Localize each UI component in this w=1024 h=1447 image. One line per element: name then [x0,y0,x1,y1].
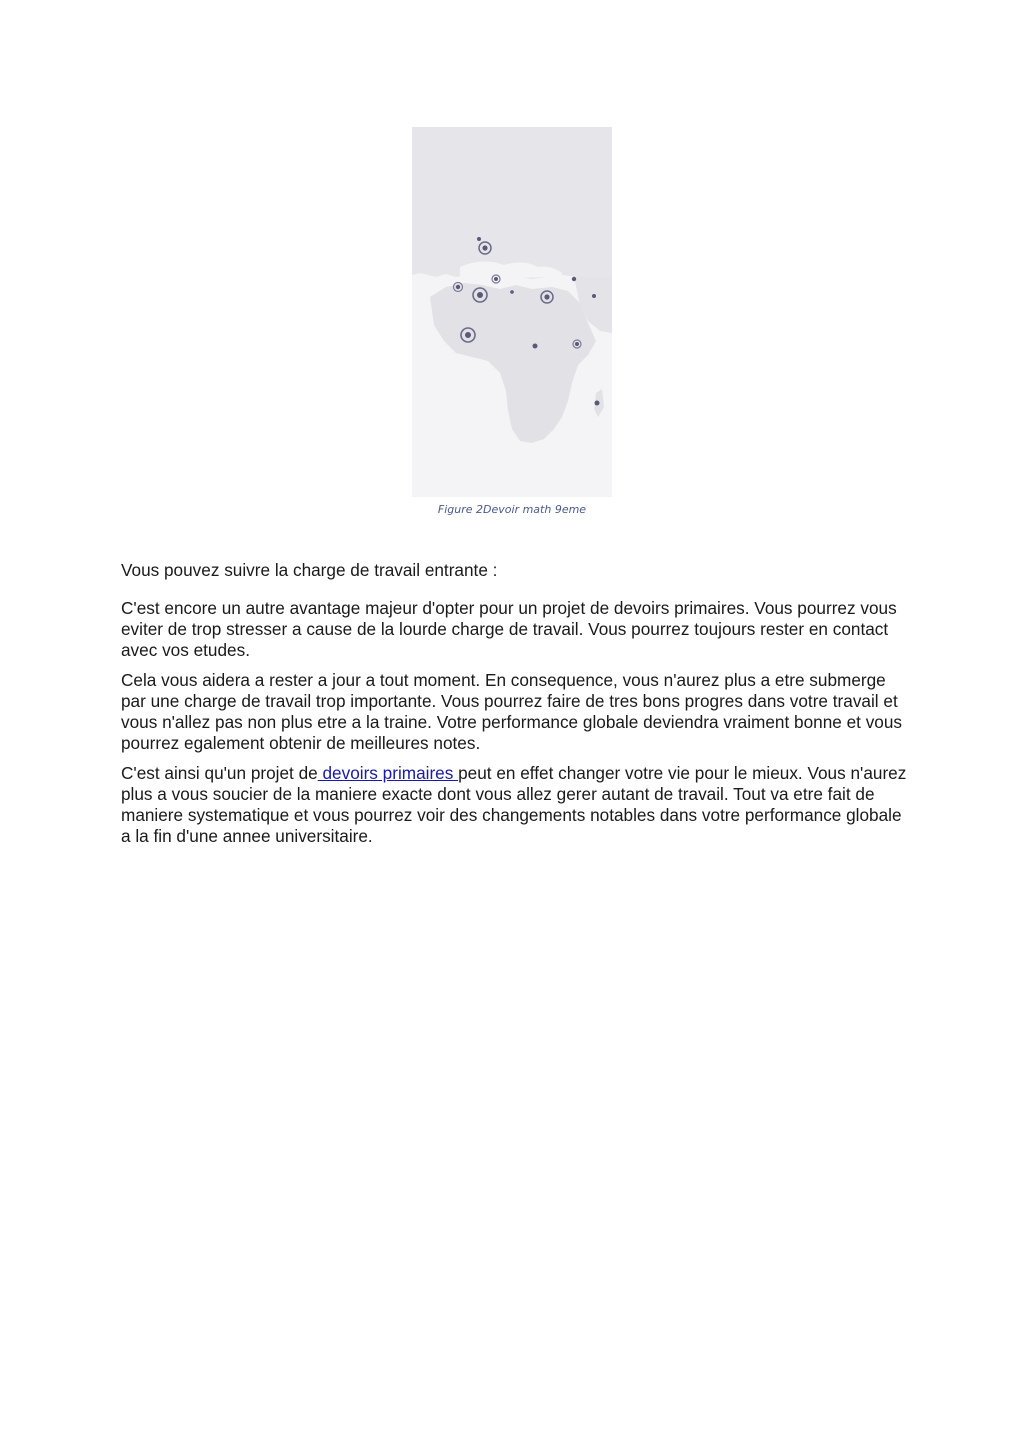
location-marker [465,332,471,338]
location-marker [575,342,579,346]
location-marker [592,294,596,298]
location-marker [477,292,483,298]
location-marker [533,344,538,349]
document-body [121,560,911,856]
devoirs-primaires-link[interactable]: devoirs primaires [317,763,459,783]
paragraph-text: peut en effet changer votre vie pour le mieux. Vous n'aurez plus a vous soucier de la maniere exacte dont vous allez gerer autant de travail. Tout va etre fait de maniere systematique et vous pourrez voir des changements notables dans votre performance globale a la fin d'une annee universitaire. [121,763,907,846]
section-heading: Vous pouvez suivre la charge de travail entrante : [121,560,498,580]
paragraph-text: C'est ainsi qu'un projet de [121,763,318,783]
location-marker [494,277,498,281]
europe-landmass [412,127,612,287]
figure-caption: Figure 2Devoir math 9eme [437,503,587,516]
location-marker [456,285,460,289]
location-marker [477,237,481,241]
location-marker [482,245,487,250]
map-figure [412,127,612,497]
paragraph: C'est encore un autre avantage majeur d'opter pour un projet de devoirs primaires. Vous pourrez vous eviter de trop stresser a cause de la lourde charge de travail. Vous pourrez toujours rester en contact avec vos etudes. [121,598,897,660]
location-marker [572,277,576,281]
world-map-image [412,127,612,497]
location-marker [510,290,514,294]
location-marker [544,294,549,299]
paragraph [121,763,911,847]
paragraph: Cela vous aidera a rester a jour a tout moment. En consequence, vous n'aurez plus a etre submerge par une charge de travail trop importante. Vous pourrez faire de tres bons progres dans votre travail et vous n'allez pas non plus etre a la traine. Votre performance globale deviendra vraiment bonne et vous pourrez egalement obtenir de meilleures notes. [121,670,903,753]
location-marker [595,401,600,406]
